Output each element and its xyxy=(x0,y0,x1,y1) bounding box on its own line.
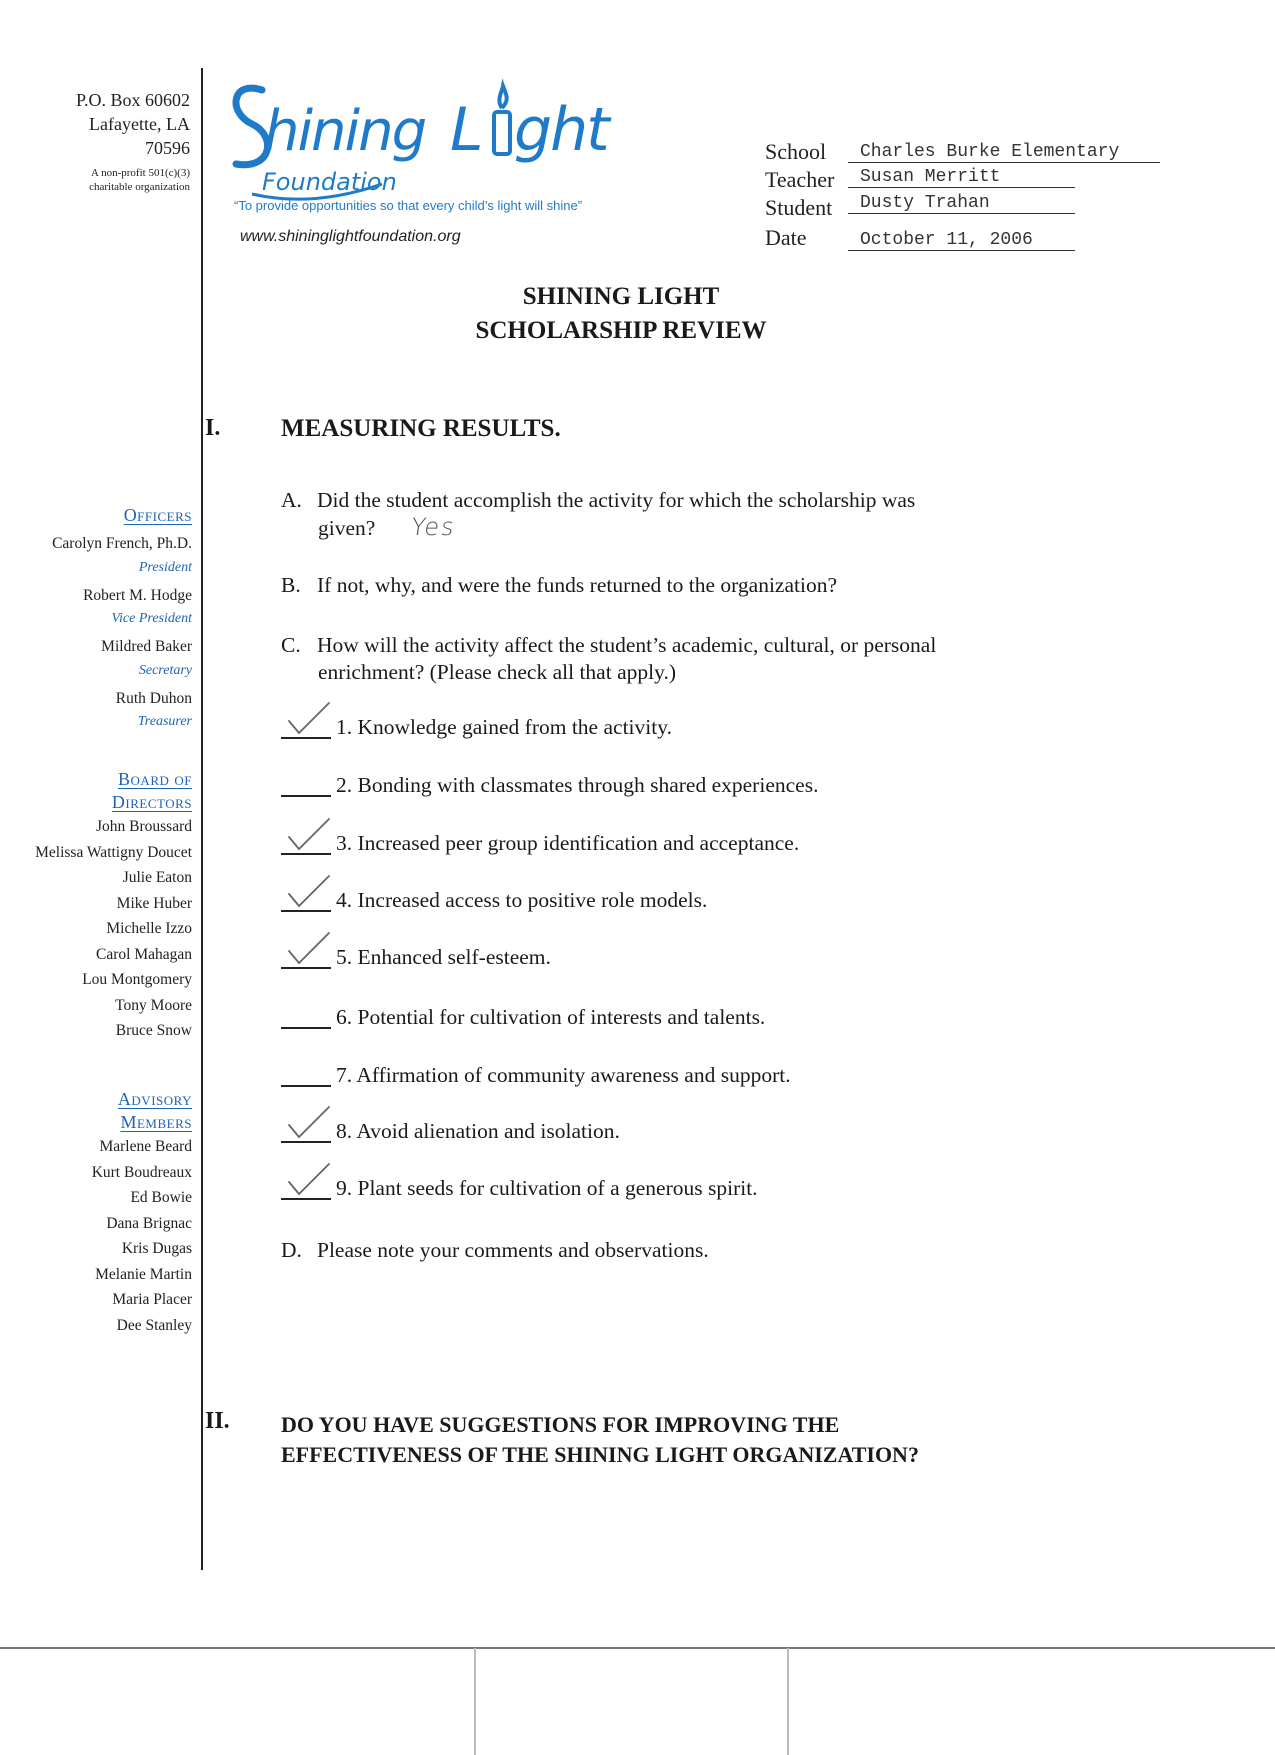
checkmark-icon xyxy=(283,815,333,855)
school-label: School xyxy=(765,139,827,164)
advisory-member: Ed Bowie xyxy=(130,1189,192,1206)
teacher-label: Teacher xyxy=(765,167,835,192)
checklist-item-text: 7. Affirmation of community awareness and support. xyxy=(336,1063,791,1087)
nonprofit-note: A non-profit 501(c)(3) xyxy=(91,167,190,179)
question-text: enrichment? (Please check all that apply.) xyxy=(318,660,676,684)
checkbox-blank[interactable] xyxy=(281,1085,331,1087)
checkmark-icon xyxy=(283,929,333,969)
student-field[interactable]: Dusty Trahan xyxy=(848,193,1075,214)
section-number: I. xyxy=(205,415,221,441)
board-list xyxy=(35,768,192,1044)
advisory-member: Dana Brignac xyxy=(106,1214,192,1232)
officer-title: Secretary xyxy=(138,662,192,678)
logo-tagline: “To provide opportunities so that every child’s light will shine” xyxy=(234,198,583,213)
website-url[interactable]: www.shininglightfoundation.org xyxy=(240,228,461,245)
teacher-field[interactable]: Susan Merritt xyxy=(848,167,1075,188)
folder-tab-edge xyxy=(474,1648,476,1755)
checklist-item[interactable] xyxy=(281,829,1081,859)
question-text: How will the activity affect the student’s academic, cultural, or personal xyxy=(317,633,937,657)
board-member: John Broussard xyxy=(95,818,192,835)
question-letter: B. xyxy=(281,573,301,597)
advisory-heading: Members xyxy=(120,1112,192,1132)
advisory-member: Marlene Beard xyxy=(99,1138,192,1155)
checkmark-icon xyxy=(283,1160,333,1200)
board-member: Mike Huber xyxy=(116,894,192,912)
checklist-item-text: 4. Increased access to positive role models. xyxy=(336,888,708,912)
checkmark-icon xyxy=(283,1103,333,1143)
section-heading-line: DO YOU HAVE SUGGESTIONS FOR IMPROVING THE xyxy=(281,1412,840,1437)
svg-text:ght: ght xyxy=(514,95,608,165)
officer-title: President xyxy=(138,559,192,575)
checklist-item-text: 5. Enhanced self-esteem. xyxy=(336,945,551,969)
officer-name: Robert M. Hodge xyxy=(83,586,192,604)
advisory-member: Maria Placer xyxy=(112,1291,192,1308)
document-title-line1: SHINING LIGHT xyxy=(522,283,720,310)
date-field[interactable]: October 11, 2006 xyxy=(848,230,1075,251)
advisory-list xyxy=(92,1088,192,1338)
address-line: P.O. Box 60602 xyxy=(75,90,190,110)
checkbox-blank[interactable] xyxy=(281,1027,331,1029)
advisory-member: Melanie Martin xyxy=(95,1265,192,1283)
date-label: Date xyxy=(765,225,807,250)
org-address xyxy=(76,88,190,194)
question-b xyxy=(281,572,1071,599)
checkmark-icon xyxy=(283,872,333,912)
officer-name: Carolyn French, Ph.D. xyxy=(52,535,192,552)
checklist-item-text: 6. Potential for cultivation of interests and talents. xyxy=(336,1005,766,1029)
question-a xyxy=(281,487,1071,542)
section-heading: MEASURING RESULTS. xyxy=(281,415,561,442)
checklist-item-text: 3. Increased peer group identification and acceptance. xyxy=(336,831,800,855)
officers-heading: Officers xyxy=(123,505,192,525)
answer-field[interactable]: Yes xyxy=(409,513,459,541)
folder-tab-edge xyxy=(787,1648,789,1755)
checkbox-blank[interactable] xyxy=(281,795,331,797)
question-c xyxy=(281,632,1071,686)
checklist-item[interactable] xyxy=(281,771,1081,801)
board-heading: Directors xyxy=(111,792,192,812)
checklist-item-text: 9. Plant seeds for cultivation of a generous spirit. xyxy=(336,1176,758,1200)
document-title-line2: SCHOLARSHIP REVIEW xyxy=(475,317,767,344)
checklist-item[interactable] xyxy=(281,1061,1081,1091)
advisory-member: Kurt Boudreaux xyxy=(91,1163,192,1181)
advisory-member: Dee Stanley xyxy=(116,1316,192,1334)
question-letter: C. xyxy=(281,633,301,657)
student-label: Student xyxy=(765,195,833,220)
checklist-item[interactable] xyxy=(281,1003,1081,1033)
board-member: Bruce Snow xyxy=(115,1022,192,1039)
checklist-item-text: 1. Knowledge gained from the activity. xyxy=(336,715,672,739)
board-member: Michelle Izzo xyxy=(106,920,192,937)
question-d xyxy=(281,1237,1071,1264)
nonprofit-note: charitable organization xyxy=(89,181,190,193)
officers-list xyxy=(52,504,192,733)
officer-name: Ruth Duhon xyxy=(115,689,192,707)
svg-text:hining: hining xyxy=(264,99,426,164)
checklist-item[interactable] xyxy=(281,1174,1081,1204)
advisory-heading: Advisory xyxy=(117,1089,192,1109)
board-member: Melissa Wattigny Doucet xyxy=(35,843,192,861)
question-text: given? xyxy=(318,516,376,540)
checklist-item[interactable] xyxy=(281,713,1081,743)
question-text: If not, why, and were the funds returned to the organization? xyxy=(317,573,838,597)
officer-title: Treasurer xyxy=(137,714,192,729)
board-heading: Board of xyxy=(118,769,192,789)
advisory-member: Kris Dugas xyxy=(121,1240,192,1257)
board-member: Tony Moore xyxy=(115,996,192,1014)
checklist-item[interactable] xyxy=(281,1117,1081,1147)
checkmark-icon xyxy=(283,699,333,739)
checklist-item[interactable] xyxy=(281,943,1081,973)
section-heading xyxy=(281,1410,919,1470)
checklist-item-text: 2. Bonding with classmates through shared experiences. xyxy=(336,773,819,797)
section-heading-line: EFFECTIVENESS OF THE SHINING LIGHT ORGANIZATION? xyxy=(281,1442,919,1467)
question-letter: D. xyxy=(281,1238,302,1262)
question-text: Please note your comments and observations. xyxy=(317,1238,709,1262)
board-member: Julie Eaton xyxy=(122,869,192,886)
board-member: Lou Montgomery xyxy=(82,971,192,988)
question-text: Did the student accomplish the activity for which the scholarship was xyxy=(317,488,916,512)
officer-name: Mildred Baker xyxy=(101,638,192,655)
address-line: Lafayette, LA xyxy=(89,114,190,134)
checklist-item-text: 8. Avoid alienation and isolation. xyxy=(336,1119,620,1143)
svg-text:L: L xyxy=(450,95,482,165)
svg-text:Foundation: Foundation xyxy=(262,168,397,196)
officer-title: Vice President xyxy=(111,611,192,626)
address-line: 70596 xyxy=(145,138,190,158)
school-field[interactable]: Charles Burke Elementary xyxy=(848,142,1160,163)
section-number: II. xyxy=(205,1408,230,1434)
checklist-item[interactable] xyxy=(281,886,1081,916)
page-edge xyxy=(0,1647,1275,1649)
board-member: Carol Mahagan xyxy=(96,945,192,963)
question-letter: A. xyxy=(281,488,302,512)
